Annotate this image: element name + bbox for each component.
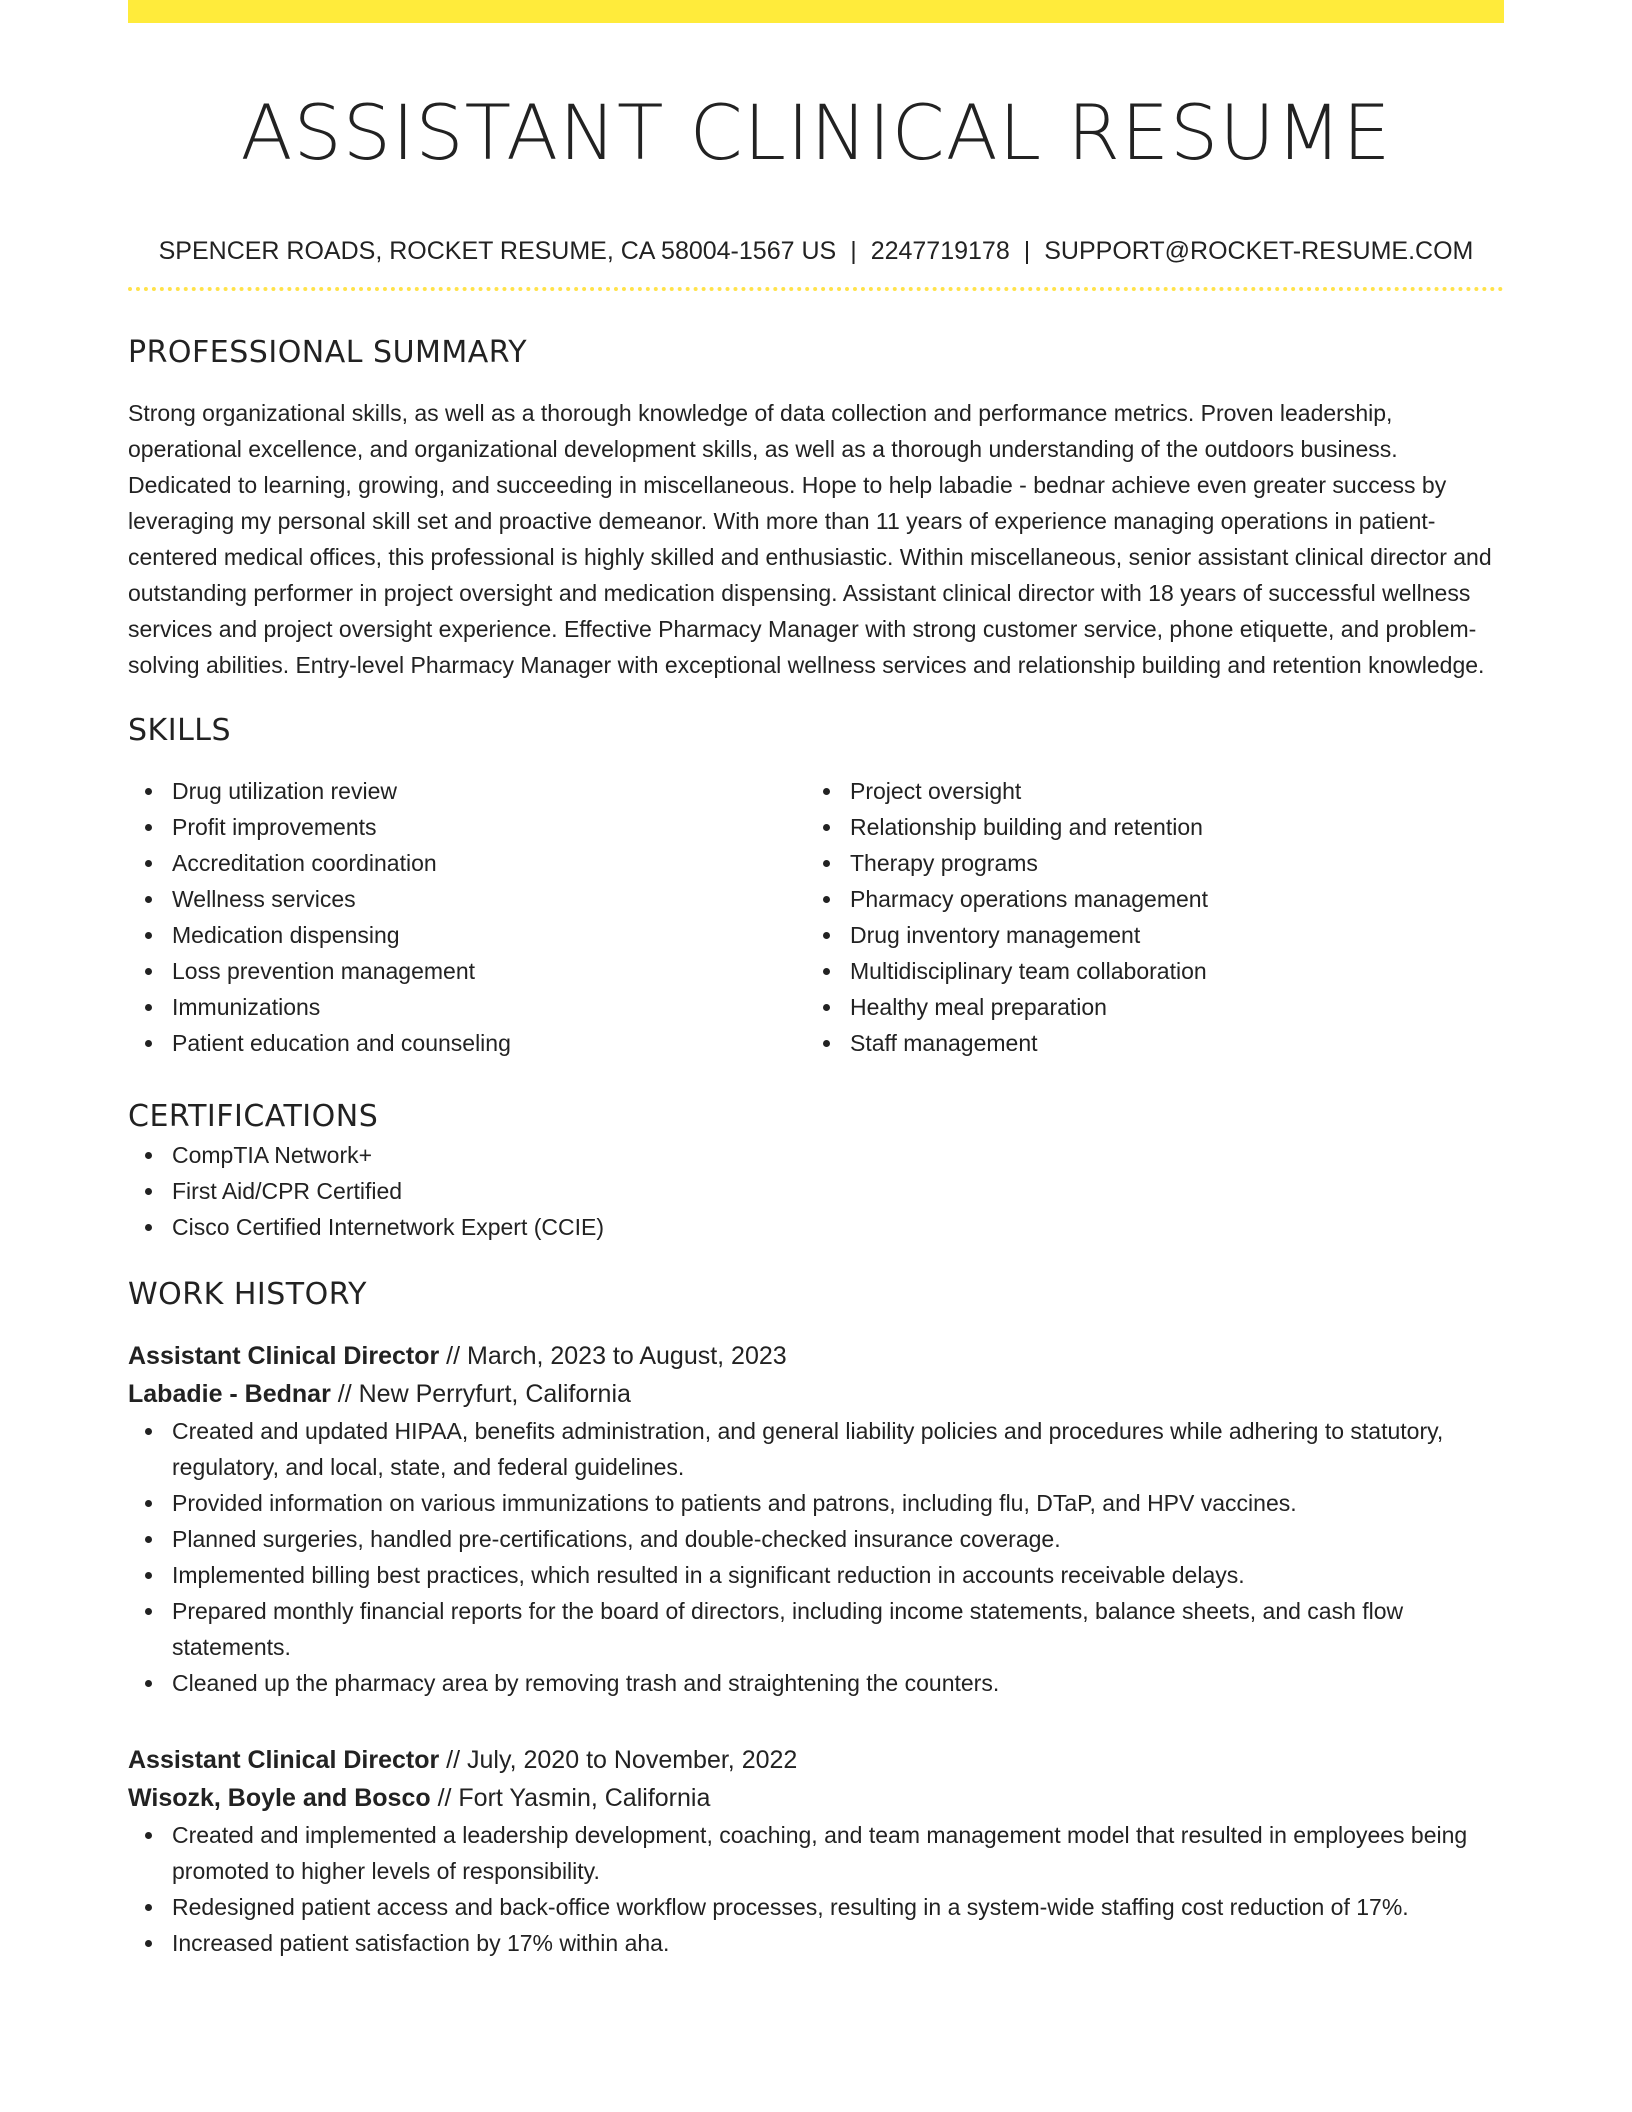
- job-duty: Redesigned patient access and back-office workflow processes, resulting in a system-wide staffing cost reduction of 17%.: [128, 1889, 1504, 1925]
- skill-item: Medication dispensing: [128, 917, 806, 953]
- skill-item: Healthy meal preparation: [806, 989, 1484, 1025]
- contact-email: SUPPORT@ROCKET-RESUME.COM: [1044, 237, 1474, 265]
- resume-title: ASSISTANT CLINICAL RESUME: [240, 88, 1392, 177]
- skill-item: Staff management: [806, 1025, 1484, 1061]
- work-history-heading: WORK HISTORY: [128, 1277, 367, 1312]
- skill-item: Pharmacy operations management: [806, 881, 1484, 917]
- skill-item: Accreditation coordination: [128, 845, 806, 881]
- job-location: // New Perryfurt, California: [337, 1380, 631, 1408]
- skills-heading: SKILLS: [128, 713, 232, 748]
- skill-item: Therapy programs: [806, 845, 1484, 881]
- skill-item: Relationship building and retention: [806, 809, 1484, 845]
- job-title-line: [128, 1337, 1504, 1375]
- skills-column-right: [806, 773, 1484, 1061]
- job-duty: Increased patient satisfaction by 17% within aha.: [128, 1925, 1504, 1961]
- job-duty: Provided information on various immunizations to patients and patrons, including flu, DTaP, and HPV vaccines.: [128, 1485, 1504, 1521]
- job-title-line: [128, 1741, 1504, 1779]
- contact-separator: |: [850, 237, 857, 265]
- job-entry: [128, 1337, 1504, 1701]
- job-duty: Implemented billing best practices, which resulted in a significant reduction in accounts receivable delays.: [128, 1557, 1504, 1593]
- job-dates: // March, 2023 to August, 2023: [446, 1342, 787, 1370]
- certification-item: Cisco Certified Internetwork Expert (CCIE): [128, 1209, 1504, 1245]
- job-company-line: [128, 1375, 1504, 1413]
- job-dates: // July, 2020 to November, 2022: [446, 1746, 798, 1774]
- certifications-heading: CERTIFICATIONS: [128, 1099, 379, 1134]
- job-duties-list: [128, 1817, 1504, 1961]
- contact-address: SPENCER ROADS, ROCKET RESUME, CA 58004-1567 US: [158, 237, 837, 265]
- job-duty: Planned surgeries, handled pre-certifications, and double-checked insurance coverage.: [128, 1521, 1504, 1557]
- job-duty: Created and implemented a leadership development, coaching, and team management model that resulted in employees being promoted to higher levels of responsibility.: [128, 1817, 1504, 1889]
- skill-item: Drug utilization review: [128, 773, 806, 809]
- job-duty: Prepared monthly financial reports for the board of directors, including income statements, balance sheets, and cash flow statements.: [128, 1593, 1504, 1665]
- skill-item: Project oversight: [806, 773, 1484, 809]
- skill-item: Profit improvements: [128, 809, 806, 845]
- job-company: Labadie - Bednar: [128, 1380, 331, 1408]
- skill-item: Multidisciplinary team collaboration: [806, 953, 1484, 989]
- job-duty: Created and updated HIPAA, benefits administration, and general liability policies and procedures while adhering to statutory, regulatory, and local, state, and federal guidelines.: [128, 1413, 1504, 1485]
- skill-item: Wellness services: [128, 881, 806, 917]
- job-company: Wisozk, Boyle and Bosco: [128, 1784, 431, 1812]
- certification-item: CompTIA Network+: [128, 1137, 1504, 1173]
- certification-item: First Aid/CPR Certified: [128, 1173, 1504, 1209]
- job-company-line: [128, 1779, 1504, 1817]
- resume-page: [128, 0, 1504, 1961]
- skill-item: Patient education and counseling: [128, 1025, 806, 1061]
- job-title: Assistant Clinical Director: [128, 1746, 440, 1774]
- contact-phone: 2247719178: [870, 237, 1010, 265]
- skill-item: Immunizations: [128, 989, 806, 1025]
- dotted-divider: [128, 287, 1504, 291]
- job-title: Assistant Clinical Director: [128, 1342, 440, 1370]
- job-entry: [128, 1741, 1504, 1961]
- skills-grid: [128, 773, 1504, 1061]
- skill-item: Loss prevention management: [128, 953, 806, 989]
- certifications-list: [128, 1137, 1504, 1245]
- skills-column-left: [128, 773, 806, 1061]
- summary-text: Strong organizational skills, as well as a thorough knowledge of data collection and performance metrics. Proven leadership, operational excellence, and organizational development skills, as well as a thorough understanding of the outdoors business. Dedicated to learning, growing, and succeeding in miscellaneous. Hope to help labadie - bednar achieve even greater success by leveraging my personal skill set and proactive demeanor. With more than 11 years of experience managing operations in patient-centered medical offices, this professional is highly skilled and enthusiastic. Within miscellaneous, senior assistant clinical director and outstanding performer in project oversight and medication dispensing. Assistant clinical director with 18 years of successful wellness services and project oversight experience. Effective Pharmacy Manager with strong customer service, phone etiquette, and problem-solving abilities. Entry-level Pharmacy Manager with exceptional wellness services and relationship building and retention knowledge.: [128, 400, 1492, 678]
- contact-separator: |: [1023, 237, 1031, 265]
- skill-item: Drug inventory management: [806, 917, 1484, 953]
- job-duties-list: [128, 1413, 1504, 1701]
- contact-line: [128, 235, 1504, 267]
- job-duty: Cleaned up the pharmacy area by removing trash and straightening the counters.: [128, 1665, 1504, 1701]
- summary-heading: PROFESSIONAL SUMMARY: [128, 335, 528, 370]
- job-location: // Fort Yasmin, California: [437, 1784, 711, 1812]
- top-accent-bar: [128, 0, 1504, 23]
